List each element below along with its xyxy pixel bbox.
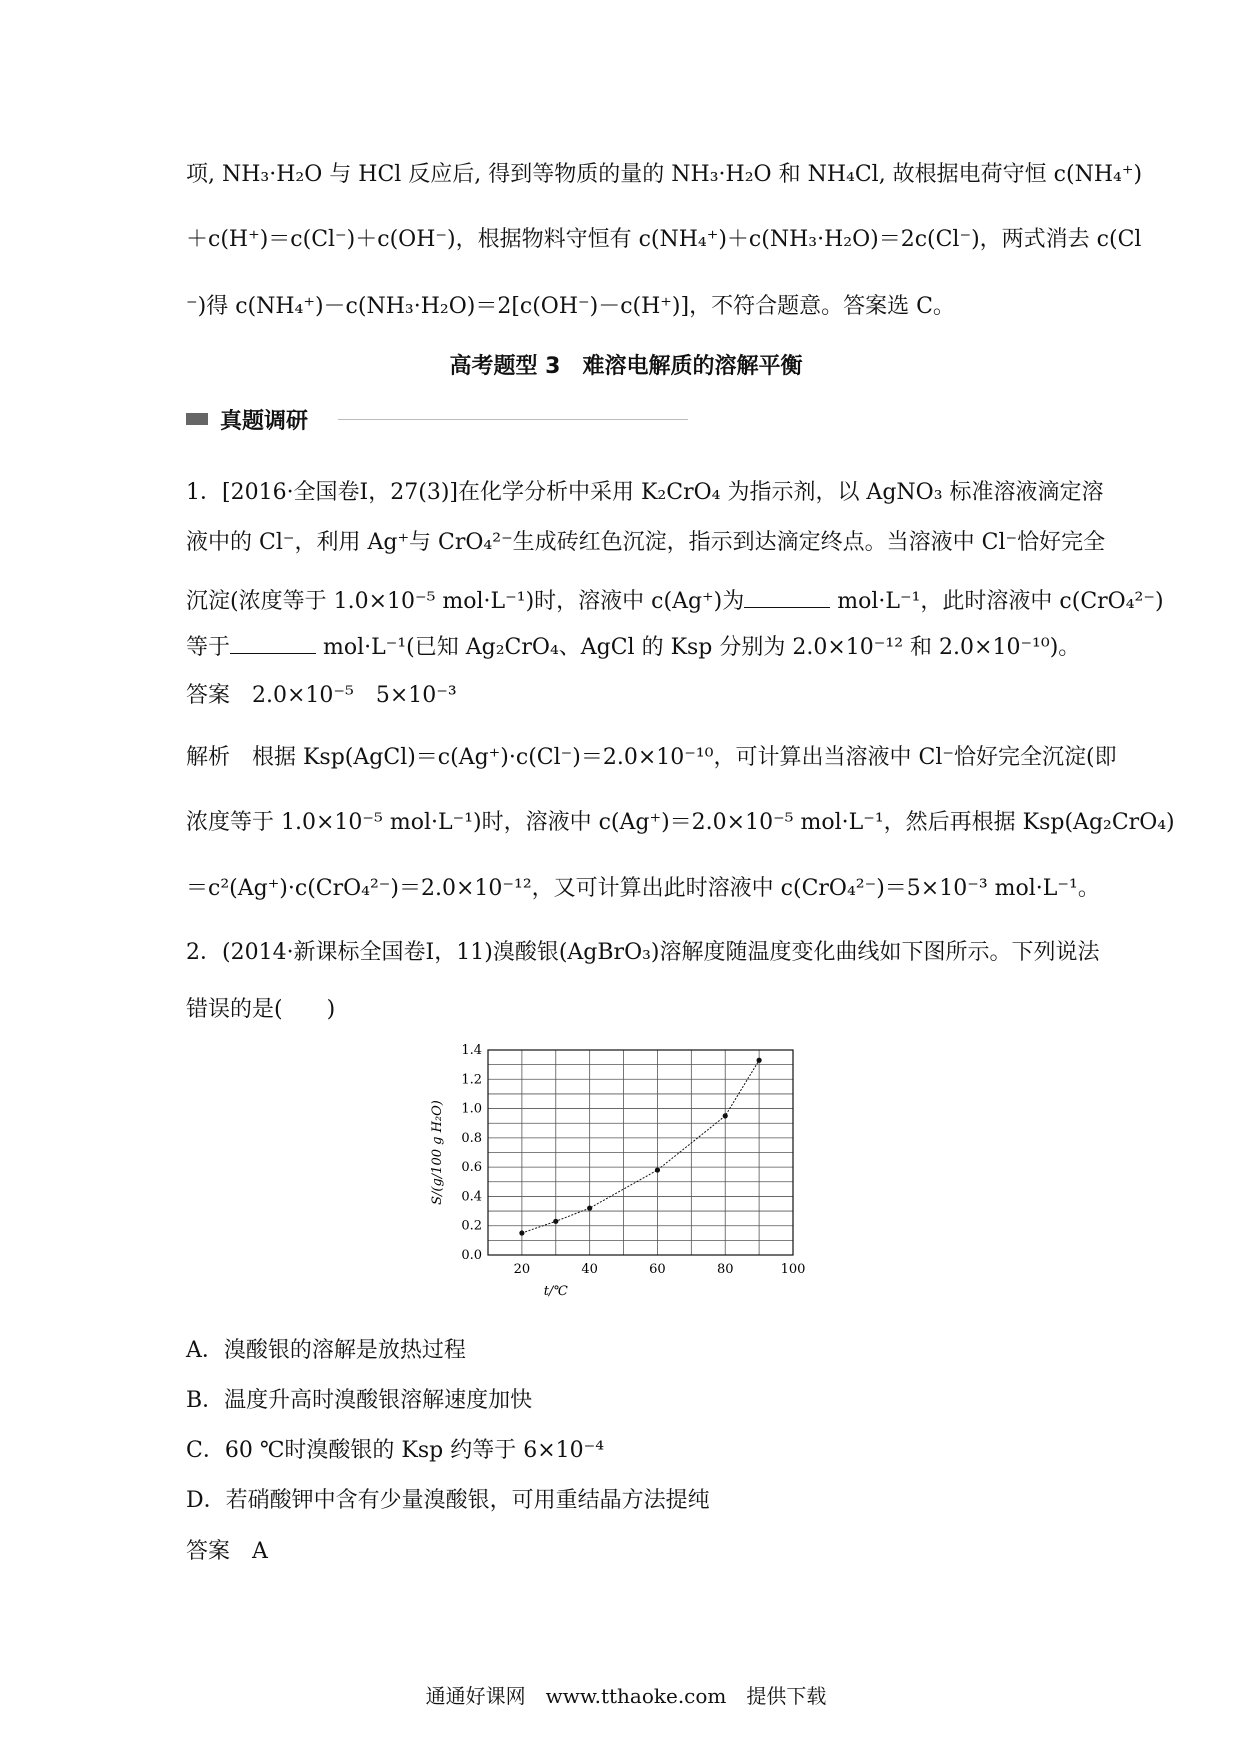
answer-blank-2 xyxy=(230,633,316,654)
data-point xyxy=(587,1206,592,1211)
section-header xyxy=(186,404,308,434)
q1-line-3 xyxy=(186,587,1164,617)
data-point xyxy=(655,1167,660,1172)
y-tick-label: 0.8 xyxy=(461,1130,482,1146)
y-tick-label: 1.0 xyxy=(461,1101,482,1117)
data-point xyxy=(553,1219,558,1224)
q1-analysis-line-1: 解析 根据 Ksp(AgCl)＝c(Ag⁺)·c(Cl⁻)＝2.0×10⁻¹⁰，可计算出当溶液中 Cl⁻恰好完全沉淀(即 xyxy=(186,745,1117,770)
solubility-curve xyxy=(522,1060,759,1233)
section-heading: 高考题型 3 难溶电解质的溶解平衡 xyxy=(449,354,803,379)
prev-solution-line-2: ＋c(H⁺)＝c(Cl⁻)＋c(OH⁻)，根据物料守恒有 c(NH₄⁺)＋c(NH₃·H₂O)＝2c(Cl⁻)，两式消去 c(Cl xyxy=(186,227,1142,252)
q1-line-4 xyxy=(186,633,1081,663)
q2-option-a: A．溴酸银的溶解是放热过程 xyxy=(186,1338,466,1363)
q1-line-2: 液中的 Cl⁻，利用 Ag⁺与 CrO₄²⁻生成砖红色沉淀，指示到达滴定终点。当溶液中 Cl⁻恰好完全 xyxy=(186,530,1106,555)
x-tick-label: 100 xyxy=(780,1262,806,1277)
data-point xyxy=(519,1230,524,1235)
x-tick-label: 20 xyxy=(513,1262,531,1277)
q2-option-c: C．60 ℃时溴酸银的 Ksp 约等于 6×10⁻⁴ xyxy=(186,1438,605,1463)
q1-line-3-text: 沉淀(浓度等于 1.0×10⁻⁵ mol·L⁻¹)时，溶液中 c(Ag⁺)为 xyxy=(186,589,745,614)
y-tick-label: 0.0 xyxy=(461,1248,482,1263)
x-tick-label: 80 xyxy=(716,1262,734,1277)
q2-option-b: B．温度升高时溴酸银溶解速度加快 xyxy=(186,1388,533,1413)
section-marker-icon xyxy=(186,413,208,425)
section-title: 真题调研 xyxy=(220,408,309,434)
y-tick-label: 1.2 xyxy=(461,1072,482,1088)
data-point xyxy=(757,1058,762,1063)
q1-line-1: 1．[2016·全国卷Ⅰ，27(3)]在化学分析中采用 K₂CrO₄ 为指示剂，以 AgNO₃ 标准溶液滴定溶 xyxy=(186,480,1104,505)
q2-line-2: 错误的是( ) xyxy=(186,997,336,1022)
q1-line-4-text: 等于 xyxy=(186,635,231,660)
q1-analysis-line-2: 浓度等于 1.0×10⁻⁵ mol·L⁻¹)时，溶液中 c(Ag⁺)＝2.0×10⁻⁵ mol·L⁻¹，然后再根据 Ksp(Ag₂CrO₄) xyxy=(186,810,1175,835)
y-tick-label: 0.6 xyxy=(461,1160,482,1176)
prev-solution-line-1: 项, NH₃·H₂O 与 HCl 反应后, 得到等物质的量的 NH₃·H₂O 和 NH₄Cl, 故根据电荷守恒 c(NH₄⁺) xyxy=(186,162,1143,187)
y-tick-label: 1.4 xyxy=(461,1043,482,1058)
x-tick-label: 60 xyxy=(649,1262,666,1277)
q2-line-1: 2．(2014·新课标全国卷Ⅰ，11)溴酸银(AgBrO₃)溶解度随温度变化曲线如下图所示。下列说法 xyxy=(186,940,1100,965)
y-axis-label: S/(g/100 g H₂O) xyxy=(430,1100,445,1205)
prev-solution-line-3: ⁻)得 c(NH₄⁺)－c(NH₃·H₂O)＝2[c(OH⁻)－c(H⁺)]，不符合题意。答案选 C。 xyxy=(186,294,955,319)
q2-option-d: D．若硝酸钾中含有少量溴酸银，可用重结晶方法提纯 xyxy=(186,1488,710,1513)
data-point xyxy=(723,1113,728,1118)
q2-answer: 答案 A xyxy=(186,1539,268,1564)
q1-answer: 答案 2.0×10⁻⁵ 5×10⁻³ xyxy=(186,683,457,708)
y-tick-label: 0.4 xyxy=(461,1189,482,1205)
q1-analysis-line-3: ＝c²(Ag⁺)·c(CrO₄²⁻)＝2.0×10⁻¹²，又可计算出此时溶液中 c(CrO₄²⁻)＝5×10⁻³ mol·L⁻¹。 xyxy=(186,876,1100,901)
section-divider xyxy=(338,419,688,420)
answer-blank-1 xyxy=(744,587,830,608)
y-tick-label: 0.2 xyxy=(461,1218,482,1234)
q1-line-3-tail: mol·L⁻¹，此时溶液中 c(CrO₄²⁻) xyxy=(830,589,1164,614)
x-axis-label: t/℃ xyxy=(543,1284,568,1299)
solubility-chart xyxy=(408,1030,808,1310)
footer-source: 通通好课网 www.tthaoke.com 提供下载 xyxy=(425,1684,827,1708)
q1-line-4-tail: mol·L⁻¹(已知 Ag₂CrO₄、AgCl 的 Ksp 分别为 2.0×10⁻¹² 和 2.0×10⁻¹⁰)。 xyxy=(316,635,1081,660)
x-tick-label: 40 xyxy=(581,1262,598,1277)
